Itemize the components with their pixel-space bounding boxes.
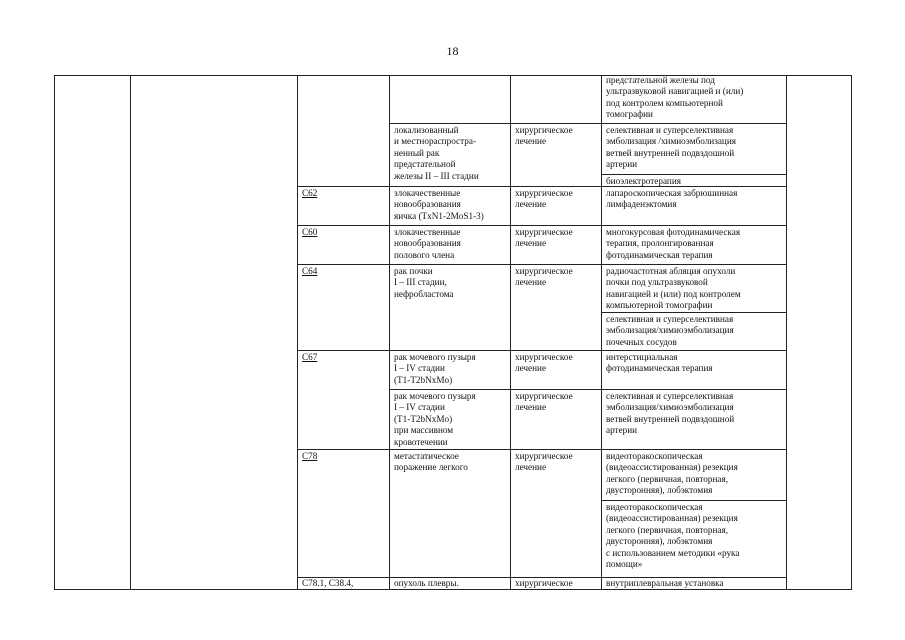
method-cell: многокурсовая фотодинамическая терапия, пролонгированная фотодинамическая терапия xyxy=(606,227,741,260)
method-cell: видеоторакоскопическая (видеоассистированная) резекция легкого (первичная, повторная, двусторонняя), лобэктомия с использованием методики «рука помощи» xyxy=(606,502,740,570)
diagnosis-cell: злокачественные новообразования яичка (TxN1-2MoS1-3) xyxy=(394,188,484,221)
icd-code-cell: C64 xyxy=(302,266,318,276)
method-cell: интерстициальная фотодинамическая терапия xyxy=(606,352,713,374)
treatment-cell: хирургическое лечение xyxy=(515,352,573,374)
treatment-cell: хирургическое лечение xyxy=(515,391,573,413)
diagnosis-cell: рак мочевого пузыря I – IV стадии (T1-T2bNxMo) при массивном кровотечении xyxy=(394,391,476,447)
icd-code-cell: C78.1, C38.4, xyxy=(302,578,354,588)
method-cell: селективная и суперселективная эмболизация/химиоэмболизация почечных сосудов xyxy=(606,314,734,347)
icd-code-cell: C78 xyxy=(302,451,318,461)
treatment-cell: хирургическое xyxy=(515,578,573,588)
icd-code-cell: C62 xyxy=(302,188,318,198)
method-cell: селективная и суперселективная эмболизация /химиоэмболизация ветвей внутренней подвздошной артерии xyxy=(606,125,736,170)
method-cell: селективная и суперселективная эмболизация/химиоэмболизация ветвей внутренней подвздошной артерии xyxy=(606,391,735,436)
method-cell: биоэлектротерапия xyxy=(606,176,681,186)
method-cell: радиочастотная абляция опухоли почки под ультразвуковой навигацией и (или) под контролем компьютерной томографии xyxy=(606,266,741,311)
treatment-cell: хирургическое лечение xyxy=(515,227,573,249)
method-cell: видеоторакоскопическая (видеоассистированная) резекция легкого (первичная, повторная, двусторонняя), лобэктомия xyxy=(606,451,738,496)
diagnosis-cell: опухоль плевры. xyxy=(394,578,459,588)
method-cell: предстательной железы под ультразвуковой навигацией и (или) под контролем компьютерной томографии xyxy=(606,75,744,120)
icd-code-cell: C67 xyxy=(302,352,318,362)
treatment-cell: хирургическое лечение xyxy=(515,266,573,288)
diagnosis-cell: метастатическое поражение легкого xyxy=(394,451,468,473)
treatment-cell: хирургическое лечение xyxy=(515,125,573,147)
diagnosis-cell: злокачественные новообразования полового члена xyxy=(394,227,461,260)
diagnosis-cell: рак почки I – III стадии, нефробластома xyxy=(394,266,454,299)
method-cell: лапароскопическая забрюшинная лимфаденэктомия xyxy=(606,188,738,210)
icd-code-cell: C60 xyxy=(302,227,318,237)
treatment-cell: хирургическое лечение xyxy=(515,451,573,473)
treatment-cell: хирургическое лечение xyxy=(515,188,573,210)
diagnosis-cell: локализованный и местнораспростра- ненный рак предстательной железы II – III стадии xyxy=(394,125,479,181)
diagnosis-cell: рак мочевого пузыря I – IV стадии (T1-T2bNxMo) xyxy=(394,352,476,385)
method-cell: внутриплевральная установка xyxy=(606,578,724,588)
page-number: 18 xyxy=(446,44,459,58)
